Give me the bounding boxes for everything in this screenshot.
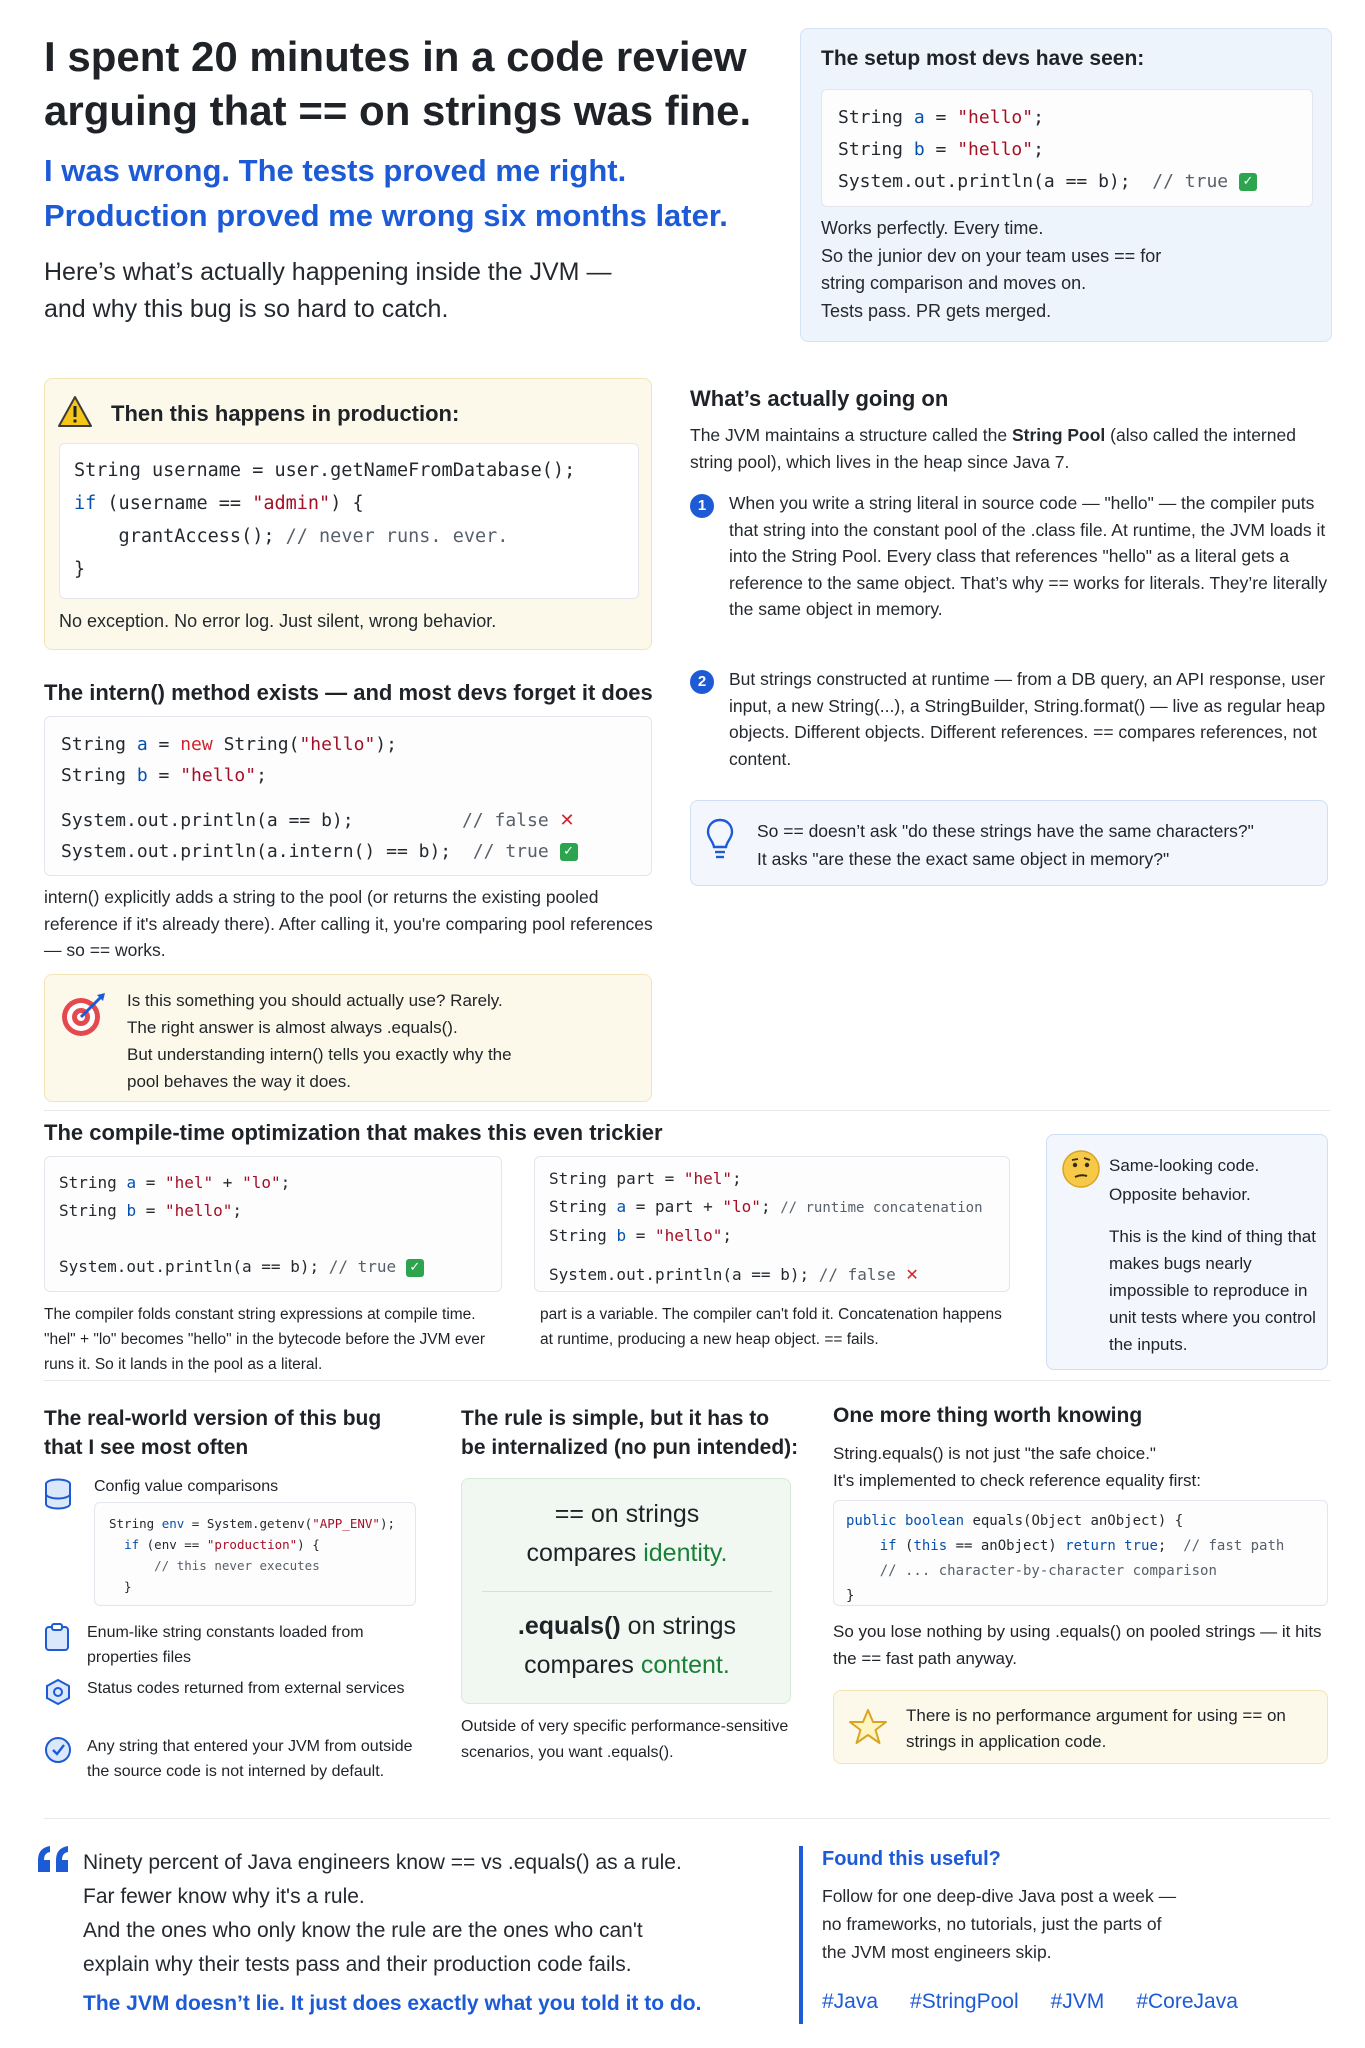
compile-mid-code-block [534, 1156, 1010, 1292]
rule-title-line: The rule is simple, but it has to [461, 1407, 770, 1430]
setup-text [821, 215, 1311, 325]
compile-title: The compile-time optimization that makes this even trickier [44, 1120, 663, 1145]
more-intro-line: It's implemented to check reference equality first: [833, 1471, 1201, 1490]
realworld-item-any-string: Any string that entered your JVM from outside the source code is not interned by default. [87, 1738, 413, 1780]
warning-icon [57, 395, 93, 429]
rule-footer: Outside of very specific performance-sensitive scenarios, you want .equals(). [461, 1718, 789, 1761]
side-line: Opposite behavior. [1109, 1185, 1251, 1204]
rule-text: on strings [620, 1612, 737, 1640]
subtitle-line: I was wrong. The tests proved me right. [44, 153, 627, 188]
callout-line: But understanding intern() tells you exactly why the [127, 1045, 512, 1064]
realworld-title-line: that I see most often [44, 1436, 249, 1459]
compile-mid-text: part is a variable. The compiler can't fold it. Concatenation happens at runtime, producing a new heap object. == fails. [540, 1306, 1002, 1348]
rule-keyword-identity: identity. [643, 1539, 728, 1567]
rule-line: == on strings [554, 1500, 700, 1528]
setup-text-line: Tests pass. PR gets merged. [821, 300, 1052, 321]
more-code-block [833, 1500, 1328, 1606]
hashtag-corejava[interactable]: #CoreJava [1136, 1990, 1238, 2013]
lightbulb-icon [705, 817, 735, 863]
hashtag-java[interactable]: #Java [822, 1990, 879, 2013]
production-code-block [59, 443, 639, 599]
thinking-face-icon [1061, 1149, 1101, 1189]
rule-text: compares [526, 1539, 644, 1567]
going-on-item-2: But strings constructed at runtime — from a DB query, an API response, user input, a new String(...), a StringBuilder, String.format() — live as regular heap objects. Different objects. Different references. == compares references, not content. [729, 669, 1326, 769]
performance-callout [833, 1690, 1328, 1764]
rule-identity [462, 1495, 792, 1573]
intern-callout [44, 974, 652, 1102]
database-icon [44, 1478, 72, 1510]
compile-mid-code: String part = "hel"; String a = part + "lo"; // runtime concatenation String b = "hello"; [549, 1169, 983, 1245]
header [44, 30, 784, 328]
compile-left-code-block [44, 1156, 502, 1292]
identity-callout [690, 800, 1328, 886]
title-line: I spent 20 minutes in a code review [44, 33, 747, 80]
compile-left-code: String a = "hel" + "lo"; String b = "hello"; System.out.println(a == b); // true ✓ [59, 1169, 424, 1281]
clipboard-icon [44, 1622, 70, 1652]
quote-line: Ninety percent of Java engineers know == vs .equals() as a rule. [83, 1851, 682, 1874]
footer-line: Follow for one deep-dive Java post a week — [822, 1886, 1177, 1906]
production-title: Then this happens in production: [111, 401, 460, 426]
rule-divider [482, 1591, 772, 1592]
identity-callout-text [757, 817, 1254, 873]
section-divider [44, 1380, 1330, 1381]
quote-line: explain why their tests pass and their production code fails. [83, 1953, 632, 1976]
setup-text-line: Works perfectly. Every time. [821, 218, 1044, 238]
title-line: arguing that == on strings was fine. [44, 87, 752, 134]
opposite-behavior-text: This is the kind of thing that makes bugs nearly impossible to reproduce in unit tests where you control the inputs. [1109, 1227, 1316, 1354]
hashtags [822, 1990, 1238, 2014]
page-title [44, 30, 784, 138]
compile-left-text: The compiler folds constant string expressions at compile time. "hel" + "lo" becomes "hello" in the bytecode before the JVM ever runs it. So it lands in the pool as a literal. [44, 1306, 485, 1373]
callout-line: So == doesn’t ask "do these strings have the same characters?" [757, 821, 1254, 841]
intern-code-prints: System.out.println(a == b); // false ✕ System.out.println(a.intern() == b); // true ✓ [61, 805, 578, 867]
side-line: Same-looking code. [1109, 1156, 1260, 1175]
production-card [44, 378, 652, 650]
quote-mark-icon [36, 1844, 72, 1874]
shield-icon [44, 1678, 72, 1706]
rule-title [461, 1404, 798, 1462]
footer-accent-bar [799, 1846, 803, 2024]
intern-code: String a = new String("hello"); String b = "hello"; [61, 734, 397, 786]
intern-code-block [44, 716, 652, 876]
more-code: public boolean equals(Object anObject) { if (this == anObject) return true; // fast path // ... character-by-character comparison } [846, 1513, 1285, 1604]
closing-quote [83, 1846, 783, 1982]
intro-part: (also called the interned string pool), which lives in the heap since Java 7. [690, 425, 1296, 472]
more-title: One more thing worth knowing [833, 1404, 1143, 1427]
subtitle [44, 148, 784, 238]
section-divider [44, 1818, 1330, 1819]
opposite-behavior-card [1046, 1134, 1328, 1370]
setup-text-line: string comparison and moves on. [821, 273, 1087, 293]
rule-content [462, 1607, 792, 1685]
rule-title-line: be internalized (no pun intended): [461, 1436, 799, 1459]
setup-code-block [821, 89, 1313, 207]
string-pool-term: String Pool [1011, 425, 1106, 445]
star-icon [848, 1707, 888, 1747]
closing-punchline: The JVM doesn’t lie. It just does exactly what you told it to do. [83, 1992, 702, 2015]
realworld-code-block [94, 1502, 416, 1606]
going-on-intro [690, 422, 1330, 475]
footer-line: no frameworks, no tutorials, just the parts of [822, 1914, 1162, 1934]
production-code: String username = user.getNameFromDatabase(); if (username == "admin") { grantAccess(); // never runs. ever. } [74, 460, 576, 580]
rule-line [462, 1534, 792, 1573]
intro [44, 254, 784, 328]
intern-title: The intern() method exists — and most devs forget it does [44, 680, 653, 705]
callout-line: The right answer is almost always .equals(). [127, 1018, 458, 1037]
rule-card [461, 1478, 791, 1704]
intern-text: intern() explicitly adds a string to the pool (or returns the existing pooled reference if it's already there). After calling it, you're comparing pool references — so == works. [44, 887, 653, 960]
going-on-item-1: When you write a string literal in source code — "hello" — the compiler puts that string into the constant pool of the .class file. At runtime, the JVM loads it into the String Pool. Every class that references "hello" as a literal gets a reference to the same object. That’s why == works for literals. They’re literally the same object in memory. [729, 493, 1328, 619]
cross-mark-icon: ✕ [905, 1265, 919, 1284]
hashtag-stringpool[interactable]: #StringPool [910, 1990, 1019, 2013]
subtitle-line: Production proved me wrong six months later. [44, 198, 728, 233]
rule-line [462, 1646, 792, 1685]
check-mark-icon: ✓ [560, 843, 578, 861]
footer-text [822, 1882, 1176, 1966]
realworld-title [44, 1404, 381, 1462]
intro-part: The JVM maintains a structure called the [690, 425, 1012, 445]
target-icon [59, 991, 107, 1039]
realworld-item-config: Config value comparisons [94, 1478, 279, 1495]
callout-line: It asks "are these the exact same object in memory?" [757, 849, 1170, 869]
quote-line: And the ones who only know the rule are the ones who can't [83, 1919, 643, 1942]
quote-line: Far fewer know why it's a rule. [83, 1885, 365, 1908]
realworld-code: String env = System.getenv("APP_ENV"); if (env == "production") { // this never executes } [109, 1516, 395, 1594]
going-on-title: What’s actually going on [690, 386, 949, 411]
more-intro [833, 1440, 1201, 1494]
opposite-behavior-heading [1109, 1151, 1259, 1209]
going-on-section [690, 386, 1330, 475]
hashtag-jvm[interactable]: #JVM [1050, 1990, 1105, 2013]
more-text: So you lose nothing by using .equals() on pooled strings — it hits the == fast path anyway. [833, 1622, 1322, 1668]
number-2-badge: 2 [690, 670, 714, 694]
check-mark-icon: ✓ [1239, 173, 1257, 191]
setup-title: The setup most devs have seen: [821, 47, 1145, 70]
realworld-item-enum: Enum-like string constants loaded from properties files [87, 1624, 364, 1666]
production-footer: No exception. No error log. Just silent, wrong behavior. [59, 611, 497, 631]
rule-keyword-content: content. [640, 1651, 730, 1679]
setup-code: String a = "hello"; String b = "hello"; System.out.println(a == b); // true ✓ [838, 102, 1257, 198]
intern-callout-text [127, 987, 512, 1095]
cross-mark-icon: ✕ [559, 810, 575, 831]
footer-title: Found this useful? [822, 1848, 1001, 1870]
section-divider [44, 1110, 1330, 1111]
callout-line: Is this something you should actually use? Rarely. [127, 991, 503, 1010]
setup-card [800, 28, 1332, 342]
setup-text-line: So the junior dev on your team uses == for [821, 245, 1162, 266]
rule-line [462, 1607, 792, 1646]
realworld-item-status: Status codes returned from external services [87, 1680, 405, 1697]
rule-equals: .equals() [517, 1612, 621, 1640]
intro-line: and why this bug is so hard to catch. [44, 295, 449, 323]
check-mark-icon: ✓ [406, 1259, 424, 1277]
intro-line: Here’s what’s actually happening inside the JVM — [44, 258, 612, 286]
badge-icon [44, 1736, 72, 1764]
performance-callout-text: There is no performance argument for using == on strings in application code. [906, 1706, 1286, 1751]
number-1-badge: 1 [690, 494, 714, 518]
compile-mid-print: System.out.println(a == b); // false ✕ [549, 1265, 919, 1284]
realworld-title-line: The real-world version of this bug [44, 1407, 382, 1430]
rule-text: compares [524, 1651, 641, 1679]
footer-line: the JVM most engineers skip. [822, 1942, 1052, 1962]
more-intro-line: String.equals() is not just "the safe choice." [833, 1444, 1156, 1463]
callout-line: pool behaves the way it does. [127, 1072, 351, 1091]
